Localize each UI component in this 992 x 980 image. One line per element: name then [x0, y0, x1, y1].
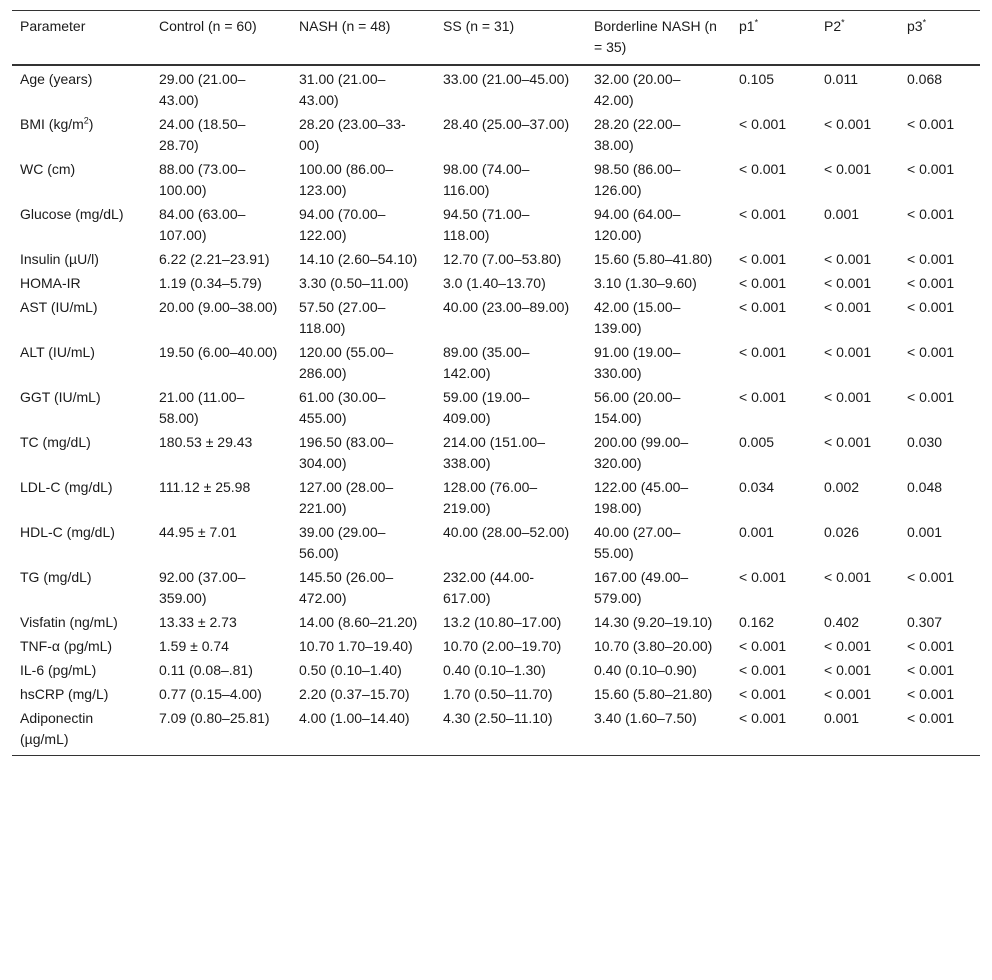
p-value-cell: < 0.001 — [824, 299, 872, 315]
value-cell: 14.30 (9.20–19.10) — [594, 614, 713, 630]
value-cell: 94.50 (71.00–118.00) — [443, 206, 530, 243]
value-cell: 1.70 (0.50–11.70) — [443, 686, 553, 702]
value-cell: 13.33 ± 2.73 — [159, 614, 237, 630]
p-value-cell: 0.005 — [739, 434, 775, 450]
table-row — [12, 247, 980, 271]
p-value-cell: < 0.001 — [907, 344, 955, 360]
parameter-cell — [12, 202, 151, 247]
parameter-cell — [12, 634, 151, 658]
value-cell: 88.00 (73.00–100.00) — [159, 161, 246, 198]
p-value-cell: < 0.001 — [907, 662, 955, 678]
parameter-cell — [12, 340, 151, 385]
table-row — [12, 340, 980, 385]
column-header-label: P2 — [824, 18, 842, 34]
value-cell: 214.00 (151.00–338.00) — [443, 434, 545, 471]
parameter-cell — [12, 430, 151, 475]
value-cell: 120.00 (55.00–286.00) — [299, 344, 394, 381]
value-cell: 89.00 (35.00–142.00) — [443, 344, 530, 381]
column-header-label: p3 — [907, 18, 923, 34]
table-row — [12, 706, 980, 756]
value-cell: 10.70 (2.00–19.70) — [443, 638, 562, 654]
value-cell: 0.11 (0.08–.81) — [159, 662, 253, 678]
p-value-cell: < 0.001 — [739, 299, 787, 315]
p-value-cell: < 0.001 — [739, 275, 787, 291]
table-row — [12, 157, 980, 202]
value-cell: 4.30 (2.50–11.10) — [443, 710, 553, 726]
p-value-cell: < 0.001 — [824, 389, 872, 405]
p-value-cell: < 0.001 — [824, 662, 872, 678]
parameter-label: Adiponectin (µg/mL) — [20, 710, 94, 747]
p-value-cell: < 0.001 — [824, 275, 872, 291]
p-value-cell: < 0.001 — [824, 116, 872, 132]
column-header — [731, 11, 816, 66]
p-value-cell: < 0.001 — [739, 638, 787, 654]
value-cell: 196.50 (83.00–304.00) — [299, 434, 394, 471]
parameter-label: WC (cm) — [20, 161, 76, 177]
value-cell: 44.95 ± 7.01 — [159, 524, 237, 540]
header-row — [12, 11, 980, 66]
p-value-cell: < 0.001 — [907, 389, 955, 405]
value-cell: 40.00 (23.00–89.00) — [443, 299, 570, 315]
parameter-label: BMI (kg/m — [20, 116, 84, 132]
value-cell: 94.00 (70.00–122.00) — [299, 206, 386, 243]
value-cell: 57.50 (27.00–118.00) — [299, 299, 386, 336]
column-header — [435, 11, 586, 66]
value-cell: 127.00 (28.00–221.00) — [299, 479, 394, 516]
p-value-cell: < 0.001 — [739, 344, 787, 360]
p-value-cell: 0.001 — [739, 524, 775, 540]
column-header-label: p1 — [739, 18, 755, 34]
value-cell: 40.00 (27.00–55.00) — [594, 524, 681, 561]
parameter-cell — [12, 610, 151, 634]
p-value-cell: < 0.001 — [907, 686, 955, 702]
parameter-cell — [12, 65, 151, 112]
table-row — [12, 658, 980, 682]
value-cell: 2.20 (0.37–15.70) — [299, 686, 410, 702]
value-cell: 145.50 (26.00–472.00) — [299, 569, 394, 606]
p-value-cell: < 0.001 — [824, 686, 872, 702]
parameter-label: IL-6 (pg/mL) — [20, 662, 97, 678]
value-cell: 111.12 ± 25.98 — [159, 479, 251, 495]
value-cell: 39.00 (29.00–56.00) — [299, 524, 386, 561]
parameter-cell — [12, 658, 151, 682]
value-cell: 28.40 (25.00–37.00) — [443, 116, 570, 132]
value-cell: 0.77 (0.15–4.00) — [159, 686, 262, 702]
p-value-cell: < 0.001 — [739, 116, 787, 132]
value-cell: 3.0 (1.40–13.70) — [443, 275, 546, 291]
p-value-cell: 0.307 — [907, 614, 943, 630]
p-value-cell: < 0.001 — [739, 206, 787, 222]
p-value-cell: < 0.001 — [907, 710, 955, 726]
p-value-cell: 0.048 — [907, 479, 943, 495]
table-row — [12, 65, 980, 112]
p-value-cell: 0.105 — [739, 71, 775, 87]
value-cell: 6.22 (2.21–23.91) — [159, 251, 270, 267]
value-cell: 3.40 (1.60–7.50) — [594, 710, 697, 726]
p-value-cell: < 0.001 — [739, 710, 787, 726]
value-cell: 15.60 (5.80–41.80) — [594, 251, 713, 267]
column-header — [816, 11, 899, 66]
p-value-cell: < 0.001 — [907, 116, 955, 132]
value-cell: 19.50 (6.00–40.00) — [159, 344, 278, 360]
value-cell: 4.00 (1.00–14.40) — [299, 710, 410, 726]
value-cell: 29.00 (21.00–43.00) — [159, 71, 246, 108]
value-cell: 92.00 (37.00–359.00) — [159, 569, 246, 606]
table-body — [12, 65, 980, 756]
value-cell: 84.00 (63.00–107.00) — [159, 206, 246, 243]
value-cell: 14.00 (8.60–21.20) — [299, 614, 418, 630]
p-value-cell: 0.011 — [824, 71, 858, 87]
p-value-cell: 0.001 — [824, 710, 860, 726]
p-value-cell: 0.402 — [824, 614, 860, 630]
p-value-cell: < 0.001 — [824, 251, 872, 267]
table-row — [12, 385, 980, 430]
parameter-label: GGT (IU/mL) — [20, 389, 101, 405]
value-cell: 13.2 (10.80–17.00) — [443, 614, 562, 630]
parameter-cell — [12, 271, 151, 295]
p-value-cell: 0.162 — [739, 614, 775, 630]
p-value-cell: < 0.001 — [739, 251, 787, 267]
p-value-cell: < 0.001 — [824, 161, 872, 177]
value-cell: 10.70 (3.80–20.00) — [594, 638, 713, 654]
p-value-cell: < 0.001 — [739, 686, 787, 702]
value-cell: 32.00 (20.00–42.00) — [594, 71, 681, 108]
p-value-cell: < 0.001 — [739, 662, 787, 678]
parameter-cell — [12, 520, 151, 565]
column-header-label: NASH (n = 48) — [299, 18, 391, 34]
table-row — [12, 475, 980, 520]
p-value-cell: < 0.001 — [739, 161, 787, 177]
value-cell: 10.70 1.70–19.40) — [299, 638, 413, 654]
unit-exponent: 2 — [83, 115, 89, 126]
footnote-marker: * — [754, 17, 759, 28]
p-value-cell: < 0.001 — [824, 434, 872, 450]
table-container — [12, 10, 980, 756]
parameter-cell — [12, 247, 151, 271]
column-header — [586, 11, 731, 66]
value-cell: 28.20 (23.00–33-00) — [299, 116, 406, 153]
parameter-cell — [12, 706, 151, 756]
parameter-label: Age (years) — [20, 71, 93, 87]
table-row — [12, 565, 980, 610]
parameter-label: HDL-C (mg/dL) — [20, 524, 115, 540]
p-value-cell: < 0.001 — [907, 251, 955, 267]
value-cell: 24.00 (18.50–28.70) — [159, 116, 246, 153]
parameter-label: TNF-α (pg/mL) — [20, 638, 113, 654]
table-row — [12, 634, 980, 658]
parameter-cell — [12, 475, 151, 520]
p-value-cell: 0.002 — [824, 479, 860, 495]
column-header-label: SS (n = 31) — [443, 18, 515, 34]
value-cell: 15.60 (5.80–21.80) — [594, 686, 713, 702]
value-cell: 200.00 (99.00–320.00) — [594, 434, 689, 471]
column-header — [899, 11, 980, 66]
parameter-label: HOMA-IR — [20, 275, 81, 291]
column-header — [151, 11, 291, 66]
value-cell: 28.20 (22.00–38.00) — [594, 116, 681, 153]
parameter-label: AST (IU/mL) — [20, 299, 98, 315]
value-cell: 40.00 (28.00–52.00) — [443, 524, 570, 540]
table-row — [12, 202, 980, 247]
value-cell: 128.00 (76.00–219.00) — [443, 479, 538, 516]
value-cell: 180.53 ± 29.43 — [159, 434, 253, 450]
p-value-cell: 0.034 — [739, 479, 775, 495]
parameter-label: Glucose (mg/dL) — [20, 206, 124, 222]
value-cell: 94.00 (64.00–120.00) — [594, 206, 681, 243]
column-header — [12, 11, 151, 66]
p-value-cell: < 0.001 — [739, 569, 787, 585]
p-value-cell: < 0.001 — [824, 569, 872, 585]
value-cell: 0.40 (0.10–0.90) — [594, 662, 697, 678]
table-row — [12, 610, 980, 634]
parameter-cell — [12, 565, 151, 610]
table-row — [12, 271, 980, 295]
value-cell: 98.50 (86.00–126.00) — [594, 161, 681, 198]
value-cell: 1.19 (0.34–5.79) — [159, 275, 262, 291]
p-value-cell: 0.026 — [824, 524, 860, 540]
p-value-cell: < 0.001 — [739, 389, 787, 405]
p-value-cell: 0.030 — [907, 434, 943, 450]
parameter-cell — [12, 295, 151, 340]
table-row — [12, 112, 980, 157]
parameter-cell — [12, 112, 151, 157]
table-row — [12, 682, 980, 706]
p-value-cell: 0.068 — [907, 71, 943, 87]
p-value-cell: < 0.001 — [907, 161, 955, 177]
value-cell: 33.00 (21.00–45.00) — [443, 71, 570, 87]
parameter-label: TG (mg/dL) — [20, 569, 92, 585]
p-value-cell: < 0.001 — [824, 638, 872, 654]
table-row — [12, 430, 980, 475]
value-cell: 42.00 (15.00–139.00) — [594, 299, 681, 336]
value-cell: 3.10 (1.30–9.60) — [594, 275, 697, 291]
parameter-label: Insulin (µU/l) — [20, 251, 99, 267]
value-cell: 61.00 (30.00–455.00) — [299, 389, 386, 426]
value-cell: 56.00 (20.00–154.00) — [594, 389, 681, 426]
value-cell: 98.00 (74.00–116.00) — [443, 161, 530, 198]
value-cell: 7.09 (0.80–25.81) — [159, 710, 270, 726]
parameter-label: Visfatin (ng/mL) — [20, 614, 118, 630]
footnote-marker: * — [922, 17, 927, 28]
parameter-label-suffix: ) — [88, 116, 94, 132]
p-value-cell: 0.001 — [824, 206, 860, 222]
p-value-cell: < 0.001 — [824, 344, 872, 360]
parameter-label: hsCRP (mg/L) — [20, 686, 109, 702]
p-value-cell: < 0.001 — [907, 275, 955, 291]
table-header — [12, 11, 980, 66]
parameter-label: TC (mg/dL) — [20, 434, 91, 450]
column-header-label: Control (n = 60) — [159, 18, 257, 34]
value-cell: 3.30 (0.50–11.00) — [299, 275, 409, 291]
p-value-cell: < 0.001 — [907, 206, 955, 222]
value-cell: 21.00 (11.00–58.00) — [159, 389, 245, 426]
parameter-label: LDL-C (mg/dL) — [20, 479, 113, 495]
value-cell: 0.50 (0.10–1.40) — [299, 662, 402, 678]
value-cell: 0.40 (0.10–1.30) — [443, 662, 546, 678]
p-value-cell: 0.001 — [907, 524, 943, 540]
value-cell: 12.70 (7.00–53.80) — [443, 251, 562, 267]
column-header — [291, 11, 435, 66]
column-header-label: Parameter — [20, 18, 86, 34]
value-cell: 232.00 (44.00-617.00) — [443, 569, 535, 606]
parameter-label: ALT (IU/mL) — [20, 344, 95, 360]
value-cell: 59.00 (19.00–409.00) — [443, 389, 530, 426]
value-cell: 91.00 (19.00–330.00) — [594, 344, 681, 381]
value-cell: 167.00 (49.00–579.00) — [594, 569, 689, 606]
value-cell: 1.59 ± 0.74 — [159, 638, 229, 654]
column-header-label: Borderline NASH (n = 35) — [594, 18, 717, 55]
value-cell: 122.00 (45.00–198.00) — [594, 479, 689, 516]
data-table — [12, 10, 980, 756]
p-value-cell: < 0.001 — [907, 638, 955, 654]
parameter-cell — [12, 682, 151, 706]
value-cell: 31.00 (21.00–43.00) — [299, 71, 386, 108]
table-row — [12, 295, 980, 340]
parameter-cell — [12, 385, 151, 430]
value-cell: 14.10 (2.60–54.10) — [299, 251, 418, 267]
table-row — [12, 520, 980, 565]
footnote-marker: * — [841, 17, 845, 28]
value-cell: 20.00 (9.00–38.00) — [159, 299, 278, 315]
p-value-cell: < 0.001 — [907, 569, 955, 585]
value-cell: 100.00 (86.00–123.00) — [299, 161, 394, 198]
parameter-cell — [12, 157, 151, 202]
p-value-cell: < 0.001 — [907, 299, 955, 315]
